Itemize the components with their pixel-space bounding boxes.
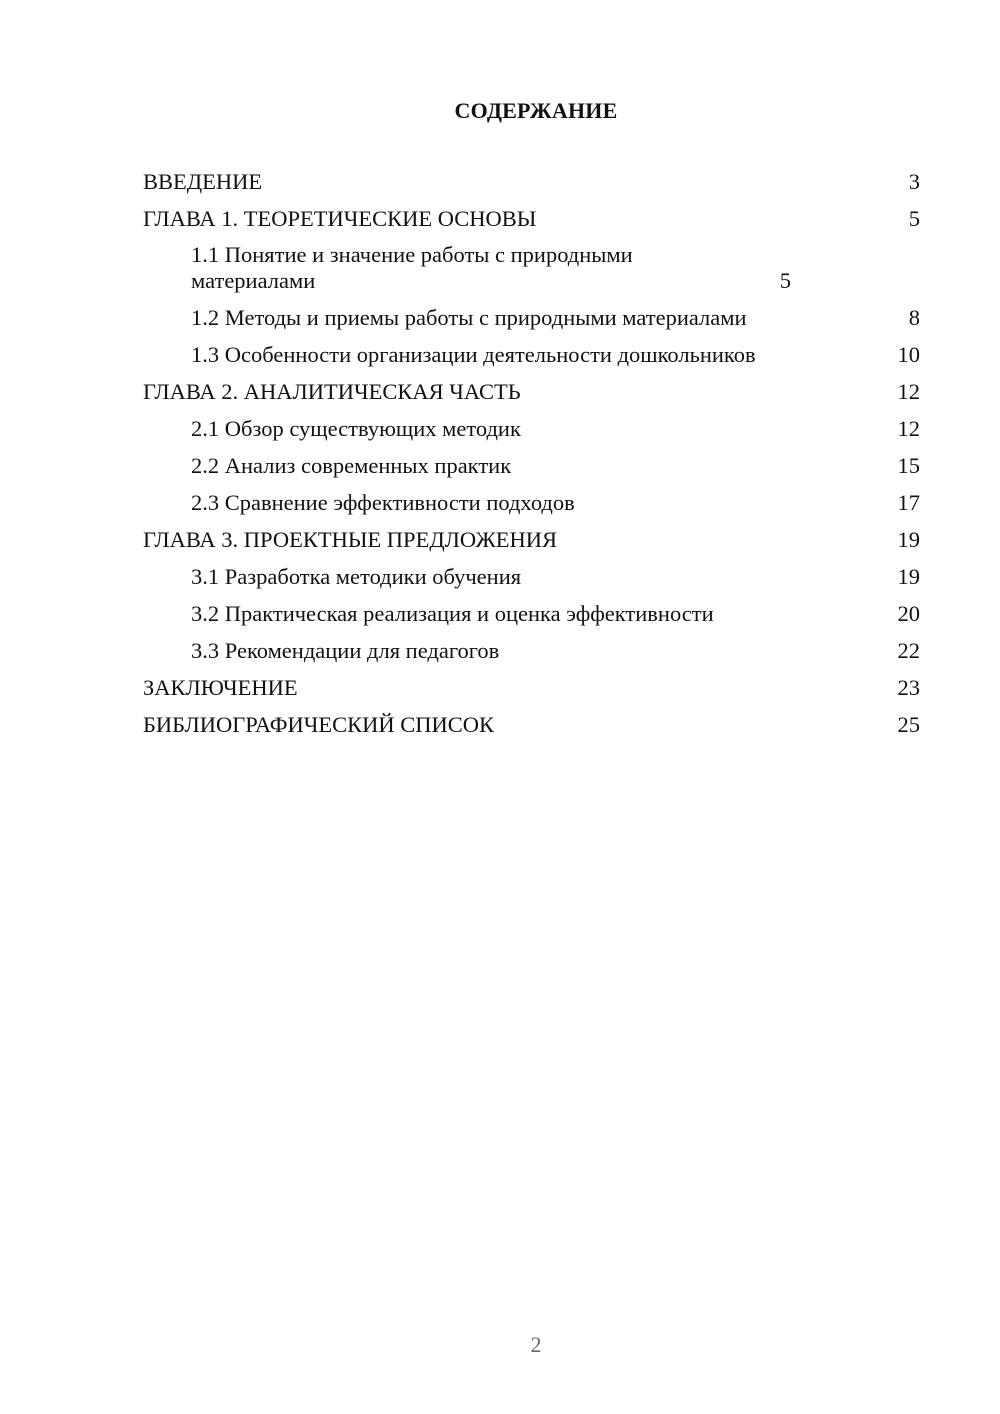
toc-entry-page: 5 bbox=[779, 268, 791, 293]
toc-entry[interactable] bbox=[143, 526, 920, 553]
toc-entry-page: 22 bbox=[897, 638, 920, 663]
toc-entry[interactable] bbox=[143, 563, 920, 590]
toc-entry-page: 10 bbox=[897, 342, 920, 367]
toc-entry-page: 20 bbox=[897, 601, 920, 626]
toc-entry-page: 8 bbox=[908, 305, 920, 330]
toc-entry[interactable] bbox=[143, 415, 920, 442]
toc-entry[interactable] bbox=[143, 205, 920, 232]
toc-entry[interactable] bbox=[143, 168, 920, 195]
toc-entry-page: 23 bbox=[897, 675, 920, 700]
toc-entry[interactable] bbox=[143, 637, 920, 664]
toc-entry[interactable] bbox=[143, 674, 920, 701]
toc-entry-title: ГЛАВА 1. ТЕОРЕТИЧЕСКИЕ ОСНОВЫ bbox=[143, 206, 537, 231]
toc-entry-title: 3.3 Рекомендации для педагогов bbox=[191, 638, 500, 663]
toc-entry[interactable] bbox=[143, 378, 920, 405]
toc-entry-title: 1.1 Понятие и значение работы с природными материалами bbox=[191, 242, 633, 293]
toc-entry-page: 12 bbox=[897, 416, 920, 441]
toc-entry-title: 1.3 Особенности организации деятельности дошкольников bbox=[191, 342, 756, 367]
toc-entry-title: ГЛАВА 3. ПРОЕКТНЫЕ ПРЕДЛОЖЕНИЯ bbox=[143, 527, 558, 552]
toc-entry-title: 2.1 Обзор существующих методик bbox=[191, 416, 521, 441]
page-title: СОДЕРЖАНИЕ bbox=[454, 98, 618, 123]
table-of-contents bbox=[143, 168, 920, 748]
page-number: 2 bbox=[530, 1332, 542, 1357]
toc-entry-title: ГЛАВА 2. АНАЛИТИЧЕСКАЯ ЧАСТЬ bbox=[143, 379, 521, 404]
toc-entry[interactable] bbox=[143, 489, 920, 516]
toc-entry[interactable] bbox=[143, 452, 920, 479]
toc-entry-title: ВВЕДЕНИЕ bbox=[143, 169, 263, 194]
toc-entry-page: 12 bbox=[897, 379, 920, 404]
toc-entry[interactable] bbox=[143, 242, 920, 294]
toc-entry-title: БИБЛИОГРАФИЧЕСКИЙ СПИСОК bbox=[143, 712, 495, 737]
toc-entry[interactable] bbox=[143, 304, 920, 331]
toc-entry-title: 2.2 Анализ современных практик bbox=[191, 453, 512, 478]
toc-entry-page: 19 bbox=[897, 564, 920, 589]
toc-entry-title: 2.3 Сравнение эффективности подходов bbox=[191, 490, 575, 515]
toc-entry-page: 5 bbox=[908, 206, 920, 231]
toc-entry-title: 3.2 Практическая реализация и оценка эффективности bbox=[191, 601, 714, 626]
toc-entry-page: 25 bbox=[897, 712, 920, 737]
toc-entry-page: 15 bbox=[897, 453, 920, 478]
toc-entry-page: 19 bbox=[897, 527, 920, 552]
toc-entry-title: 3.1 Разработка методики обучения bbox=[191, 564, 522, 589]
toc-entry-page: 17 bbox=[897, 490, 920, 515]
toc-entry-title: 1.2 Методы и приемы работы с природными материалами bbox=[191, 305, 747, 330]
toc-entry[interactable] bbox=[143, 711, 920, 738]
toc-entry-page: 3 bbox=[908, 169, 920, 194]
toc-entry[interactable] bbox=[143, 341, 920, 368]
toc-entry[interactable] bbox=[143, 600, 920, 627]
toc-entry-title: ЗАКЛЮЧЕНИЕ bbox=[143, 675, 298, 700]
